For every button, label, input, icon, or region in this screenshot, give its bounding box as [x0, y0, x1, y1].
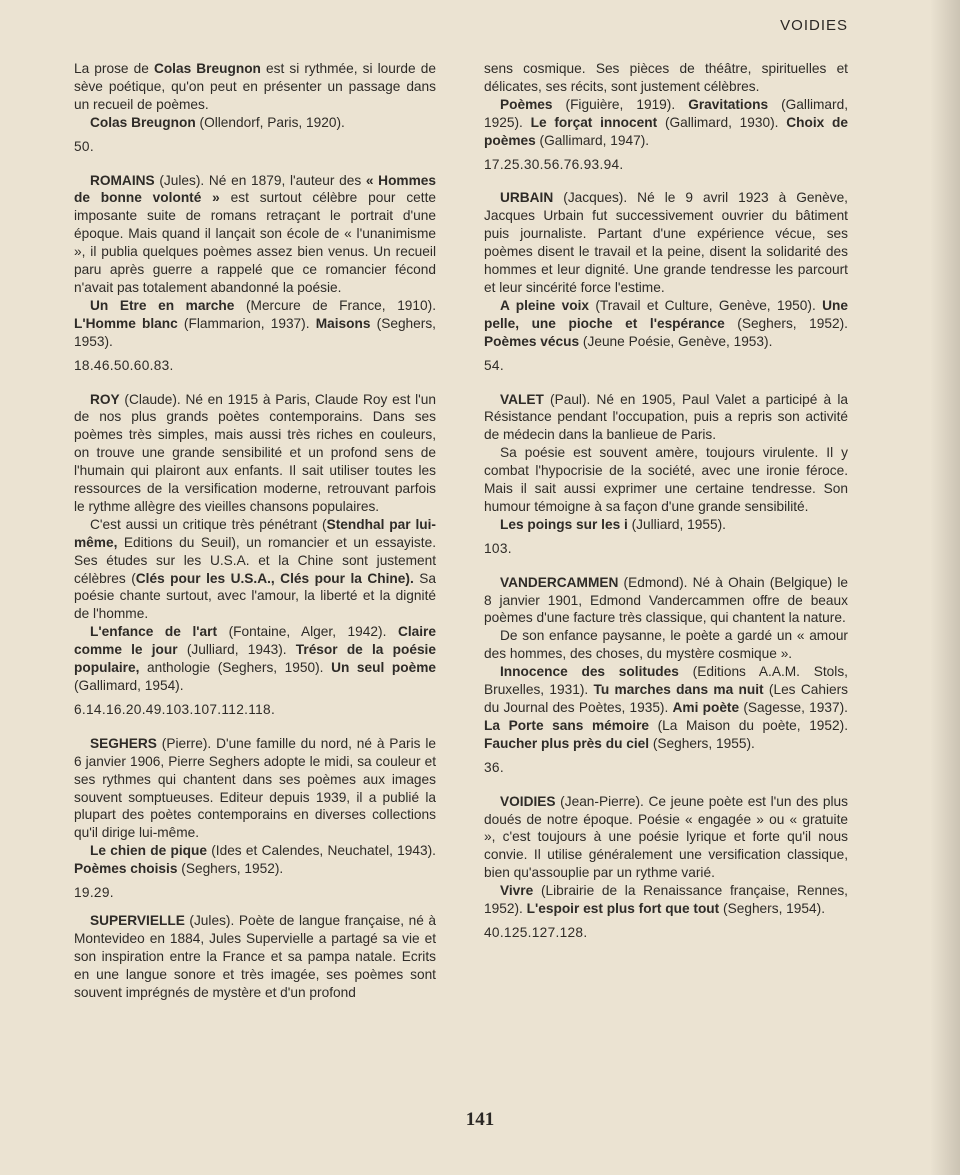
bold-title: Stendhal par lui-même,	[74, 516, 436, 550]
dictionary-entry	[74, 172, 436, 375]
entry-paragraph	[484, 297, 848, 351]
bold-title: Clés pour les U.S.A., Clés pour la Chine).	[135, 570, 414, 586]
text-run: (Librairie de la Renaissance française, Rennes, 1952).	[484, 883, 848, 917]
entry-paragraph	[74, 516, 436, 623]
bold-title: ROMAINS	[90, 172, 155, 188]
bold-title: VALET	[500, 391, 544, 407]
text-run: (Figuière, 1919).	[552, 96, 689, 112]
bold-title: La Porte sans mémoire	[484, 717, 650, 733]
text-run: sens cosmique. Ses pièces de théâtre, spirituelles et délicates, ses récits, sont justement célèbres.	[484, 61, 848, 94]
bold-title: Poèmes vécus	[484, 333, 580, 349]
bold-title: Poèmes choisis	[74, 861, 178, 877]
entry-paragraph	[484, 793, 848, 883]
bold-title: Colas Breugnon	[90, 114, 196, 130]
bold-title: L'enfance de l'art	[90, 624, 217, 640]
text-run: (Les Cahiers du Journal des Poètes, 1935).	[484, 682, 848, 715]
entry-paragraph	[74, 912, 436, 1002]
bold-title: SUPERVIELLE	[90, 912, 185, 928]
text-run: Sa poésie chante surtout, avec l'amour, la liberté et la dignité de l'homme.	[74, 570, 436, 622]
bold-title: VANDERCAMMEN	[500, 574, 619, 590]
entry-paragraph	[484, 574, 848, 628]
text-run: C'est aussi un critique très pénétrant (	[90, 516, 327, 532]
text-run: (Jacques). Né le 9 avril 1923 à Genève, Jacques Urbain fut successivement ouvrier du bâtiment puis journaliste. Partant d'une expérience vécue, ses poèmes disent le travail et la peine, disent la solidarité des hommes et leur dignité. Une grande tendresse les parcourt et leur sincérité force l'estime.	[484, 190, 848, 295]
dictionary-entry	[74, 60, 436, 156]
text-run: est si rythmée, si lourde de sève poétique, qu'on peut en présenter un passage dans un recueil de poèmes.	[74, 61, 436, 112]
entry-paragraph	[484, 391, 848, 445]
bold-title: Ami poète	[672, 700, 740, 715]
entry-paragraph	[74, 172, 436, 297]
bold-title: Colas Breugnon	[153, 61, 261, 76]
text-run: (Paul). Né en 1905, Paul Valet a participé à la Résistance pendant l'occupation, puis a repris son activité de médecin dans la banlieue de Paris.	[484, 391, 848, 443]
bold-title: Innocence des solitudes	[500, 664, 679, 680]
bold-title: Une pelle, une pioche et l'espérance	[484, 297, 848, 331]
text-run: (Ollendorf, Paris, 1920).	[195, 114, 345, 130]
text-run: (Sagesse, 1937).	[739, 700, 848, 715]
page-references: 17.25.30.56.76.93.94.	[484, 156, 624, 172]
entry-paragraph	[484, 627, 848, 663]
dictionary-entry	[74, 912, 436, 1002]
bold-title: Poèmes	[500, 96, 553, 112]
entry-paragraph	[74, 623, 436, 695]
left-column	[74, 60, 436, 1002]
entry-paragraph	[484, 516, 848, 534]
right-column	[484, 60, 848, 942]
page-edge-shadow	[930, 0, 960, 1175]
entry-paragraph	[484, 60, 848, 96]
entry-paragraph	[484, 96, 848, 150]
text-run: (Gallimard, 1930).	[657, 114, 787, 130]
text-run: (Pierre). D'une famille du nord, né à Paris le 6 janvier 1906, Pierre Seghers adopte le midi, sa couleur et ses rythmes qui chantent dans ses poèmes aux images souvent somptueuses. Editeur depuis 1939, il a publié la plupart des poètes contemporains en diverses collections qu'il dirige lui-même.	[74, 735, 436, 841]
entry-paragraph	[484, 444, 848, 516]
bold-title: Maisons	[315, 315, 371, 331]
dictionary-entry	[484, 574, 848, 777]
dictionary-entry	[484, 391, 848, 558]
entry-paragraph	[74, 297, 436, 351]
bold-title: Tu marches dans ma nuit	[593, 682, 764, 698]
page-references: 40.125.127.128.	[484, 924, 588, 940]
entry-paragraph	[74, 735, 436, 842]
bold-title: Le chien de pique	[90, 843, 207, 859]
page-references: 36.	[484, 759, 504, 775]
text-run: (Gallimard, 1947).	[535, 132, 650, 148]
dictionary-entry	[484, 793, 848, 942]
text-run: (Seghers, 1955).	[649, 735, 755, 751]
bold-title: VOIDIES	[500, 793, 556, 809]
bold-title: Les poings sur les i	[500, 516, 628, 532]
text-run: De son enfance paysanne, le poète a gardé un « amour des hommes, des choses, du mystère cosmique ».	[484, 628, 848, 662]
text-run: (La Maison du poète, 1952).	[649, 717, 849, 733]
text-run: (Editions A.A.M. Stols, Bruxelles, 1931).	[484, 664, 848, 698]
dictionary-entry	[484, 189, 848, 374]
text-run: (Julliard, 1955).	[627, 516, 726, 532]
bold-title: Gravitations	[688, 96, 769, 112]
text-run: Sa poésie est souvent amère, toujours virulente. Il y combat l'hypocrisie de la société, avec une ironie féroce. Mais il sait aussi exprimer une certaine tendresse. Son humour témoigne à sa façon d'une grande sensibilité.	[484, 445, 848, 514]
bold-title: Le forçat innocent	[530, 114, 658, 130]
entry-paragraph	[74, 842, 436, 878]
bold-title: SEGHERS	[90, 735, 157, 751]
text-run: (Travail et Culture, Genève, 1950).	[589, 297, 823, 313]
bold-title: Faucher plus près du ciel	[484, 735, 650, 751]
entry-paragraph	[74, 391, 436, 516]
running-header: VOIDIES	[780, 17, 848, 34]
page-references: 54.	[484, 357, 504, 373]
bold-title: URBAIN	[500, 190, 554, 206]
text-run: est surtout célèbre pour cette imposante suite de romans retraçant le portrait d'une époque. Mais quand il lançait son école de « l'unanimisme », il publia quelques poèmes assez bien venus. Un recueil paru après guerre a rappelé que ce romancier fécond n'avait pas totalement abandonné la poésie.	[74, 190, 436, 295]
text-run: (Julliard, 1943).	[177, 642, 296, 658]
text-run: (Mercure de France, 1910).	[234, 297, 437, 313]
text-run: (Seghers, 1952).	[177, 861, 284, 877]
page-number: 141	[465, 1109, 495, 1130]
page-references: 18.46.50.60.83.	[74, 357, 174, 373]
text-run: (Jeune Poésie, Genève, 1953).	[579, 333, 773, 349]
bold-title: Un Etre en marche	[90, 297, 235, 313]
page-references: 6.14.16.20.49.103.107.112.118.	[74, 701, 276, 717]
text-run: (Seghers, 1952).	[724, 315, 848, 331]
dictionary-entry	[74, 735, 436, 902]
text-run: (Claude). Né en 1915 à Paris, Claude Roy est l'un de nos plus grands poètes contemporains. Dans ses poèmes très simples, mais aussi très riches en couleurs, on trouve une grande sensibilité et un profond sens de l'humain qui plairont aux enfants. Il sait utiliser toutes les ressources de la versification moderne, retrouvant parfois le rythme allègre des vieilles chansons populaires.	[74, 391, 436, 514]
text-run: (Gallimard, 1954).	[74, 678, 184, 693]
text-run: Editions du Seuil), un romancier et un essayiste. Ses études sur les U.S.A. et la Chine sont justement célèbres (	[74, 534, 436, 586]
bold-title: Trésor de la poésie populaire,	[74, 642, 436, 676]
entry-paragraph	[74, 60, 436, 114]
bold-title: L'Homme blanc	[74, 315, 178, 331]
bold-title: Un seul poème	[331, 660, 436, 676]
page-references: 19.29.	[74, 885, 114, 901]
entry-paragraph	[74, 114, 436, 132]
bold-title: Claire comme le jour	[74, 624, 436, 658]
text-run: La prose de	[74, 61, 154, 76]
text-run: (Ides et Calendes, Neuchatel, 1943).	[206, 843, 436, 859]
text-run: anthologie (Seghers, 1950).	[139, 660, 332, 676]
bold-title: A pleine voix	[500, 297, 590, 313]
bold-title: « Hommes de bonne volonté »	[74, 172, 436, 206]
text-run: (Jean-Pierre). Ce jeune poète est l'un des plus doués de notre époque. Poésie « engagée » ou « gratuite », c'est toujours à une poésie lyrique et forte qu'il nous convie. Il utilise généralement une versification classique, bien qu'assouplie par un rythme varié.	[484, 793, 848, 881]
text-run: (Jules). Poète de langue française, né à Montevideo en 1884, Jules Supervielle a partagé sa vie et son inspiration entre la France et sa pampa natale. Ecrits en une langue sonore et très imagée, ses poèmes sont souvent imprégnés de mystère et d'un profond	[74, 912, 436, 1000]
text-run: (Jules). Né en 1879, l'auteur des	[154, 172, 366, 188]
text-run: (Fontaine, Alger, 1942).	[217, 624, 398, 640]
page-references: 103.	[484, 540, 512, 556]
page-references: 50.	[74, 138, 94, 154]
entry-paragraph	[484, 882, 848, 918]
text-run: (Seghers, 1953).	[74, 315, 436, 349]
entry-paragraph	[484, 663, 848, 753]
text-run: (Seghers, 1954).	[719, 901, 825, 917]
bold-title: ROY	[90, 391, 120, 407]
dictionary-entry	[484, 60, 848, 173]
dictionary-entry	[74, 391, 436, 719]
text-run: (Gallimard, 1925).	[484, 96, 849, 130]
entry-paragraph	[484, 189, 848, 296]
bold-title: Choix de poèmes	[484, 114, 848, 148]
text-run: (Edmond). Né à Ohain (Belgique) le 8 janvier 1901, Edmond Vandercammen offre de beaux poèmes d'une facture très classique, qui chantent la nature.	[484, 574, 848, 626]
bold-title: Vivre	[500, 883, 534, 899]
bold-title: L'espoir est plus fort que tout	[526, 901, 720, 917]
text-run: (Flammarion, 1937).	[177, 315, 316, 331]
